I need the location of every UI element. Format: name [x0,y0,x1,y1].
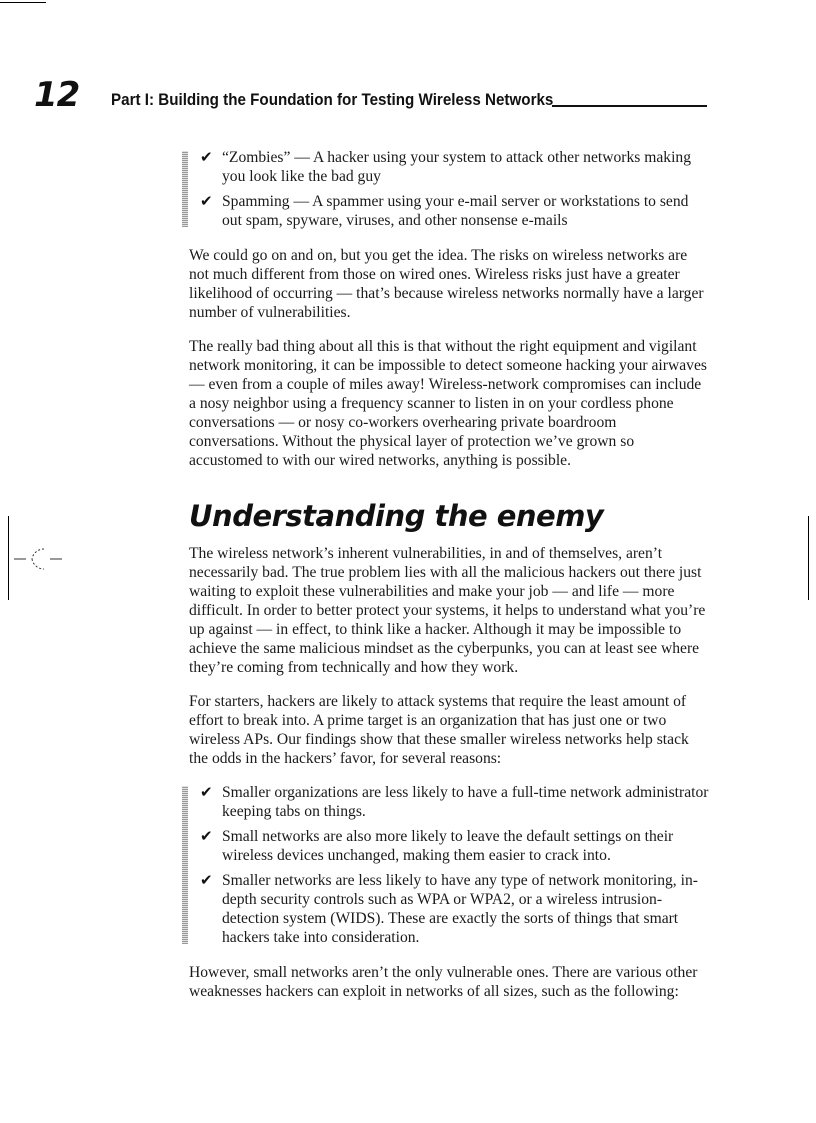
running-title: Part I: Building the Foundation for Testing Wireless Networks [111,91,554,109]
list-item [189,192,709,230]
crop-mark-top [0,2,46,3]
body-paragraph: However, small networks aren’t the only vulnerable ones. There are various other weaknesses hackers can exploit in networks of all sizes, such as the following: [189,964,698,1000]
body-paragraph: The wireless network’s inherent vulnerabilities, in and of themselves, aren’t necessarily bad. The true problem lies with all the malicious hackers out there just waiting to exploit these vulnerabilities and make your job — and life — more difficult. In order to better protect your systems, it helps to understand what you’re up against — in effect, to think like a hacker. Although it may be impossible to achieve the same malicious mindset as the cyberpunks, you can at least see where they’re coming from technically and how they work. [189,545,706,676]
checkmark-icon: ✔ [200,192,213,210]
list-item [189,783,709,821]
checkmark-icon: ✔ [200,871,213,889]
list-item-text: Smaller networks are less likely to have any type of network monitoring, in-depth security controls such as WPA or WPA2, or a wireless intrusion-detection system (WIDS). These are exactly the sorts of things that smart hackers take into consideration. [222,872,698,946]
running-head [111,91,707,110]
list-item-text: “Zombies” — A hacker using your system to attack other networks making you look like the bad guy [222,149,692,185]
bullet-list-small-networks [189,783,709,947]
running-head-rule [552,105,707,107]
registration-crosshair-icon [14,540,62,578]
list-item [189,871,709,947]
list-item-text: Smaller organizations are less likely to have a full-time network administrator keeping tabs on things. [222,784,709,820]
registration-mark-right [808,516,809,600]
body-paragraph: We could go on and on, but you get the idea. The risks on wireless networks are not much different from those on wired ones. Wireless risks just have a greater likelihood of occurring — that’s because wireless networks normally have a larger number of vulnerabilities. [189,247,704,321]
section-heading: Understanding the enemy [189,499,604,533]
page-content [189,148,709,1016]
list-item [189,148,709,186]
checkmark-icon: ✔ [200,148,213,166]
list-item-text: Small networks are also more likely to leave the default settings on their wireless devices unchanged, making them easier to crack into. [222,828,674,864]
list-item [189,827,709,865]
sidebar-shading-bar [182,786,188,944]
body-paragraph: The really bad thing about all this is that without the right equipment and vigilant network monitoring, it can be impossible to detect someone hacking your airwaves — even from a couple of miles away! Wireless-network compromises can include a nosy neighbor using a frequency scanner to listen in on your cordless phone conversations — or nosy co-workers overhearing private boardroom conversations. Without the physical layer of protection we’ve grown so accustomed to with our wired networks, anything is possible. [189,338,707,469]
bullet-list-risks [189,148,709,230]
page-number: 12 [34,75,80,115]
checkmark-icon: ✔ [200,827,213,845]
body-paragraph: For starters, hackers are likely to attack systems that require the least amount of effort to break into. A prime target is an organization that has just one or two wireless APs. Our findings show that these smaller wireless networks help stack the odds in the hackers’ favor, for several reasons: [189,693,689,767]
sidebar-shading-bar [182,151,188,227]
list-item-text: Spamming — A spammer using your e-mail server or workstations to send out spam, spyware, viruses, and other nonsense e-mails [222,193,689,229]
checkmark-icon: ✔ [200,783,213,801]
registration-mark-left [8,516,9,600]
